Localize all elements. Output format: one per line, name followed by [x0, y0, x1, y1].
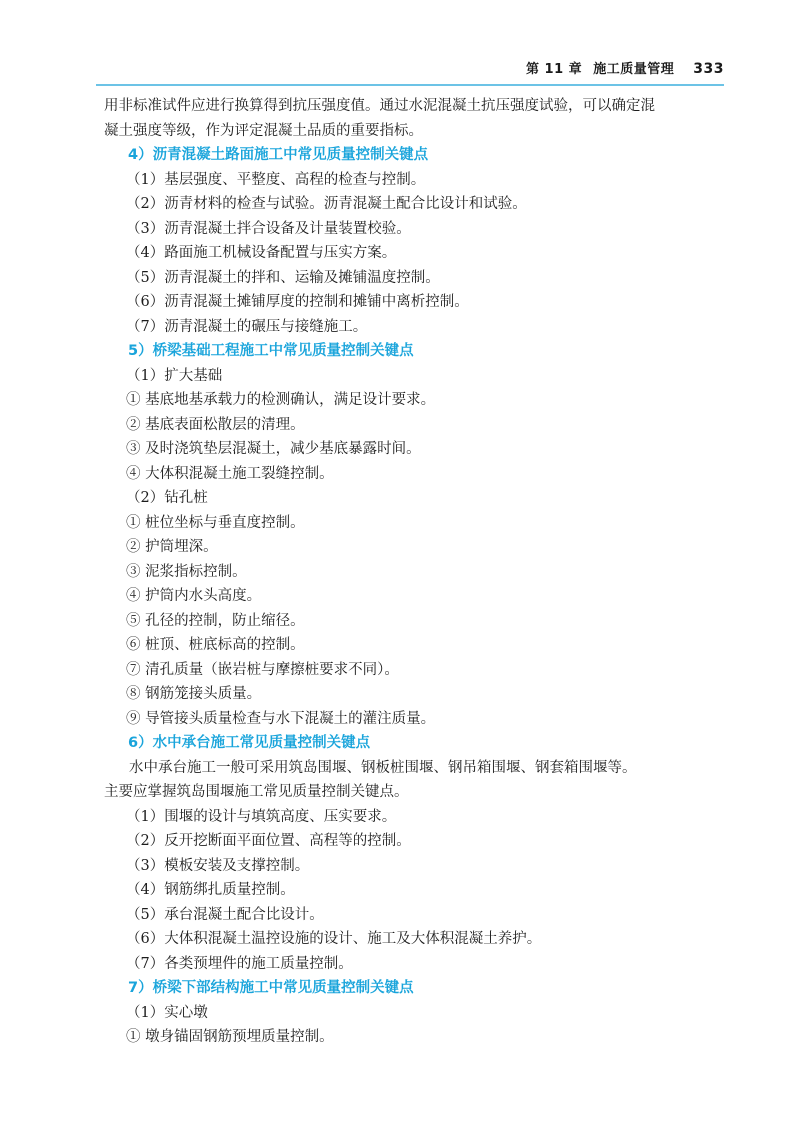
list-item: （2）沥青材料的检查与试验。沥青混凝土配合比设计和试验。 [126, 196, 527, 212]
list-item: ② 护筒埋深。 [126, 539, 218, 555]
section-heading: 4）沥青混凝土路面施工中常见质量控制关键点 [128, 147, 429, 163]
list-item: ⑧ 钢筋笼接头质量。 [126, 686, 262, 702]
running-header [96, 58, 724, 82]
list-item: ⑥ 桩顶、桩底标高的控制。 [126, 637, 305, 653]
list-item: （7）沥青混凝土的碾压与接缝施工。 [126, 318, 368, 335]
list-item: ① 墩身锚固钢筋预埋质量控制。 [126, 1029, 334, 1045]
paragraph-line: 水中承台施工一般可采用筑岛围堰、钢板桩围堰、钢吊箱围堰、钢套箱围堰等。 [129, 759, 637, 776]
list-item: （1）扩大基础 [126, 367, 223, 384]
list-item: （6）大体积混凝土温控设施的设计、施工及大体积混凝土养护。 [126, 931, 542, 947]
list-item: ⑦ 清孔质量（嵌岩桩与摩擦桩要求不同）。 [126, 661, 399, 678]
header-chapter: 第 11 章 [526, 62, 583, 77]
section-heading: 5）桥梁基础工程施工中常见质量控制关键点 [128, 343, 414, 359]
list-item: （7）各类预埋件的施工质量控制。 [126, 955, 353, 972]
list-item: （5）承台混凝土配合比设计。 [126, 906, 324, 923]
list-item: （1）基层强度、平整度、高程的检查与控制。 [126, 171, 426, 188]
list-item: ⑤ 孔径的控制，防止缩径。 [126, 612, 305, 629]
list-item: ① 桩位坐标与垂直度控制。 [126, 514, 305, 531]
list-item: （2）反开挖断面平面位置、高程等的控制。 [126, 833, 411, 849]
list-item: ⑨ 导管接头质量检查与水下混凝土的灌注质量。 [126, 710, 436, 727]
list-item: ③ 泥浆指标控制。 [126, 563, 247, 580]
list-item: ④ 护筒内水头高度。 [126, 588, 262, 604]
list-item: （1）实心墩 [126, 1004, 208, 1021]
list-item: （2）钻孔桩 [126, 490, 208, 506]
paragraph-line: 用非标准试件应进行换算得到抗压强度值。通过水泥混凝土抗压强度试验，可以确定混 [104, 98, 655, 114]
list-item: （6）沥青混凝土摊铺厚度的控制和摊铺中离析控制。 [126, 294, 469, 310]
list-item: （3）沥青混凝土拌合设备及计量装置校验。 [126, 220, 411, 237]
list-item: ① 基底地基承载力的检测确认，满足设计要求。 [126, 392, 436, 408]
list-item: ④ 大体积混凝土施工裂缝控制。 [126, 465, 334, 482]
section-heading: 7）桥梁下部结构施工中常见质量控制关键点 [128, 980, 414, 996]
list-item: （5）沥青混凝土的拌和、运输及摊铺温度控制。 [126, 269, 440, 286]
header-text [520, 58, 724, 77]
paragraph-line: 主要应掌握筑岛围堰施工常见质量控制关键点。 [104, 784, 409, 800]
list-item: （1）围堰的设计与填筑高度、压实要求。 [126, 808, 397, 825]
page-body [104, 94, 722, 1050]
list-item: ② 基底表面松散层的清理。 [126, 416, 305, 433]
list-item: （4）钢筋绑扎质量控制。 [126, 882, 295, 898]
header-chapter-title: 施工质量管理 [593, 62, 675, 77]
list-item: （3）模板安装及支撑控制。 [126, 857, 310, 874]
paragraph-line: 凝土强度等级，作为评定混凝土品质的重要指标。 [104, 122, 423, 139]
section-heading: 6）水中承台施工常见质量控制关键点 [128, 735, 371, 751]
page-number: 333 [693, 61, 724, 77]
list-item: （4）路面施工机械设备配置与压实方案。 [126, 245, 397, 261]
list-item: ③ 及时浇筑垫层混凝土，减少基底暴露时间。 [126, 441, 421, 457]
header-rule [96, 84, 724, 86]
